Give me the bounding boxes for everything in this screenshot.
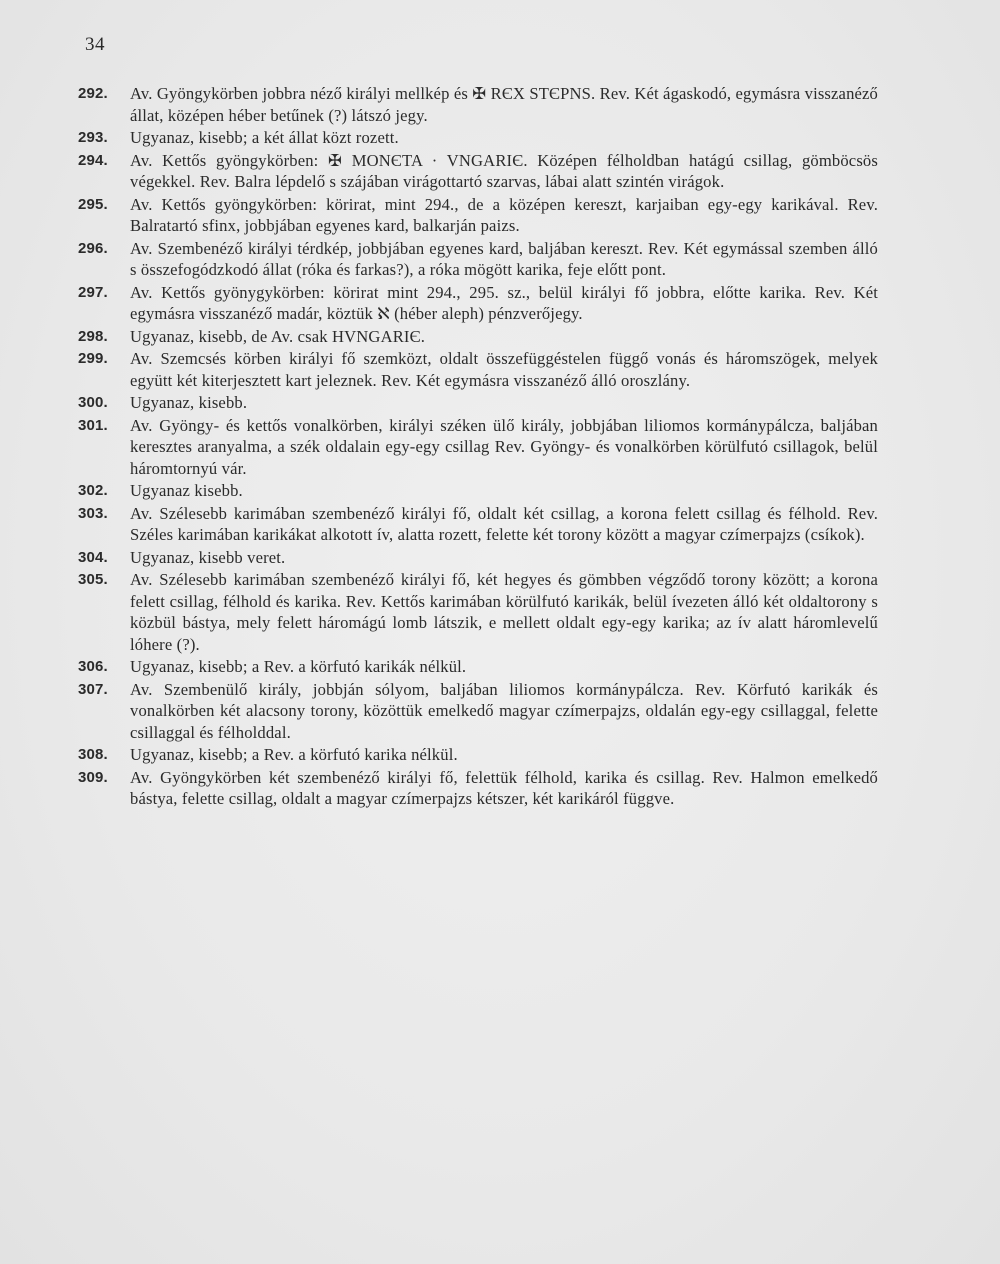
- catalog-entry: [78, 194, 878, 237]
- entry-description: Av. Kettős gyöngykörben: ✠ MONЄTA · VNGARIЄ. Középen félholdban hatágú csillag, gömböcsös végekkel. Rev. Balra lépdelő s szájában virágottartó szarvas, lábai alatt szintén virágok.: [130, 150, 878, 191]
- entry-description: Ugyanaz, kisebb, de Av. csak HVNGARIЄ.: [130, 326, 425, 346]
- entry-number: 295.: [78, 195, 108, 213]
- entry-description: Ugyanaz, kisebb; a Rev. a körfutó karika nélkül.: [130, 745, 458, 764]
- catalog-entry: [78, 767, 878, 810]
- catalog-entry: [78, 679, 878, 744]
- entry-description: Av. Szélesebb karimában szembenéző királyi fő, oldalt két csillag, a korona felett csillag és félhold. Rev. Széles karimában karikákat alkotott ív, alatta rozett, felette két torony között a magyar czímerpajzs (csíkok).: [130, 503, 878, 544]
- entry-description: Av. Kettős gyönygykörben: körirat mint 294., 295. sz., belül királyi fő jobbra, előtte karika. Rev. Két egymásra visszanéző madár, köztük ℵ (héber aleph) pénzverőjegy.: [130, 282, 878, 323]
- catalog-entry: [78, 238, 878, 281]
- catalog-entry: [78, 656, 878, 678]
- entry-number: 308.: [78, 746, 108, 763]
- catalog-entry: [78, 744, 878, 766]
- entry-description: Av. Gyöngykörben jobbra néző királyi mellkép és ✠ RЄX STЄPNS. Rev. Két ágaskodó, egymásra visszanéző állat, középen héber betűnek (?) látszó jegy.: [130, 84, 878, 125]
- entry-description: Ugyanaz, kisebb veret.: [130, 547, 286, 567]
- entry-description: Av. Kettős gyöngykörben: körirat, mint 294., de a középen kereszt, karjaiban egy-egy karikával. Rev. Balratartó sfinx, jobbjában egyenes kard, balkarján paizs.: [130, 194, 878, 235]
- entry-number: 294.: [78, 151, 108, 169]
- entry-description: Av. Szemcsés körben királyi fő szemközt, oldalt összefüggéstelen függő vonás és háromszögek, melyek együtt két kiterjesztett kart jeleznek. Rev. Két egymásra visszanéző álló oroszlány.: [130, 349, 878, 390]
- entry-number: 293.: [78, 129, 108, 146]
- entry-number: 296.: [78, 239, 108, 257]
- entry-description: Av. Szembenülő király, jobbján sólyom, baljában liliomos kormánypálcza. Rev. Körfutó karikák és vonalkörben két alacsony torony, közöttük emelkedő magyar czímerpajzs, oldalán egy-egy csillaggal, felette csillaggal és félholddal.: [130, 679, 878, 742]
- entry-description: Av. Szembenéző királyi térdkép, jobbjában egyenes kard, baljában kereszt. Rev. Két egymással szemben álló s összefogódzkodó állat (róka és farkas?), a róka mögött karika, feje előtt pont.: [130, 238, 878, 279]
- entry-number: 303.: [78, 504, 108, 522]
- entry-number: 307.: [78, 680, 108, 698]
- entry-number: 299.: [78, 350, 108, 367]
- entry-description: Av. Szélesebb karimában szembenéző királyi fő, két hegyes és gömbben végződő torony között; a korona felett csillag, félhold és karika. Rev. Kettős karimában körülfutó karikák, belül ívezeten álló két oldaltorony s közbül bástya, mely felett háromágú lomb látszik, e mellett oldalt egy-egy karika; az ív alatt háromlevelű lóhere (?).: [130, 570, 878, 654]
- catalog-entry: [78, 392, 878, 414]
- catalog-entry: [78, 282, 878, 325]
- entry-number: 305.: [78, 571, 108, 588]
- catalog-entry: [78, 348, 878, 391]
- entry-number: 309.: [78, 768, 108, 786]
- page-number: 34: [85, 34, 105, 55]
- coin-catalog-entries: [78, 83, 878, 811]
- catalog-entry: [78, 569, 878, 655]
- entry-number: 292.: [78, 85, 108, 102]
- catalog-entry: [78, 127, 878, 149]
- entry-description: Ugyanaz, kisebb; a két állat közt rozett.: [130, 128, 399, 147]
- entry-number: 301.: [78, 416, 108, 434]
- catalog-entry: [78, 480, 878, 502]
- entry-number: 306.: [78, 658, 108, 675]
- catalog-entry: [78, 83, 878, 126]
- catalog-entry: [78, 503, 878, 546]
- entry-number: 300.: [78, 394, 108, 411]
- entry-description: Ugyanaz kisebb.: [130, 481, 243, 500]
- entry-number: 304.: [78, 548, 108, 566]
- catalog-entry: [78, 415, 878, 480]
- entry-number: 297.: [78, 283, 108, 301]
- entry-description: Av. Gyöngy- és kettős vonalkörben, királyi széken ülő király, jobbjában liliomos kormánypálcza, baljában keresztes aranyalma, a szék oldalain egy-egy csillag Rev. Gyöngy- és vonalkörben körülfutó csillagok, belül háromtornyú vár.: [130, 415, 878, 478]
- catalog-entry: [78, 150, 878, 193]
- entry-number: 298.: [78, 327, 108, 345]
- entry-description: Av. Gyöngykörben két szembenéző királyi fő, felettük félhold, karika és csillag. Rev. Halmon emelkedő bástya, felette csillag, oldalt a magyar czímerpajzs kétszer, két karikáról függve.: [130, 767, 878, 808]
- catalog-entry: [78, 547, 878, 569]
- entry-number: 302.: [78, 482, 108, 499]
- entry-description: Ugyanaz, kisebb; a Rev. a körfutó karikák nélkül.: [130, 657, 467, 676]
- catalog-entry: [78, 326, 878, 348]
- entry-description: Ugyanaz, kisebb.: [130, 393, 248, 412]
